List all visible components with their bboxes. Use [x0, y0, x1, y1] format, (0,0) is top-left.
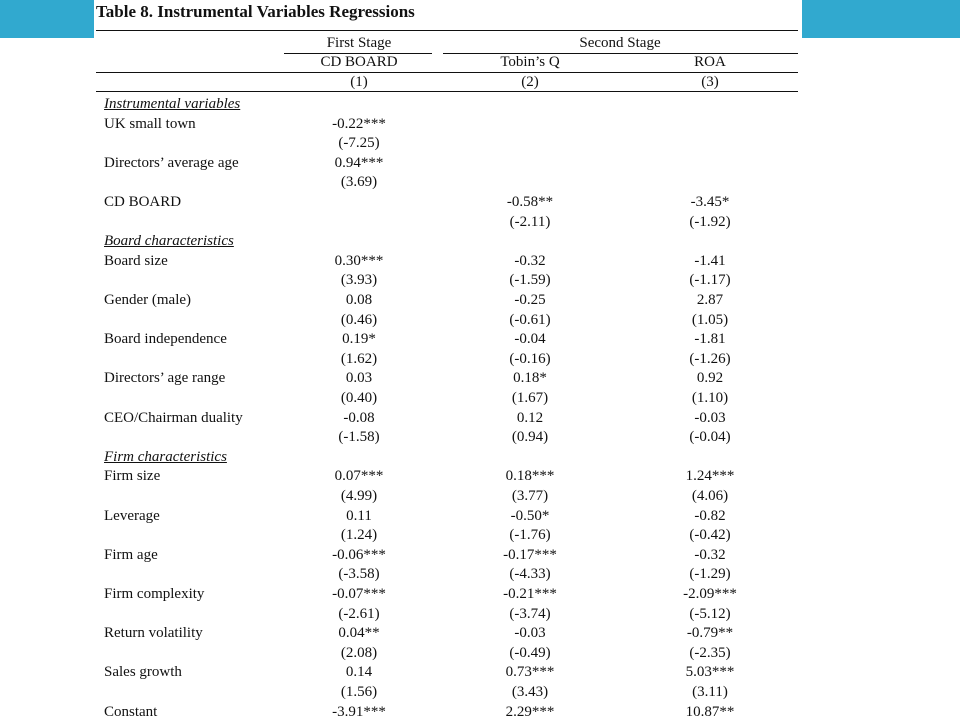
tstat-cell: (1.05) — [691, 311, 729, 328]
row-label: CEO/Chairman duality — [104, 409, 243, 426]
tstat-cell: (0.94) — [511, 429, 549, 446]
stage-header-first: First Stage — [326, 35, 392, 51]
tstat-cell: (-0.61) — [509, 311, 551, 328]
coef-cell: 0.12 — [516, 409, 544, 426]
row-label: Firm complexity — [104, 586, 205, 602]
dependent-var-header: Tobin’s Q — [500, 54, 560, 70]
coef-cell: 0.30*** — [334, 252, 384, 269]
tstat-cell: (-1.59) — [509, 272, 551, 289]
tstat-cell: (-7.25) — [338, 135, 380, 152]
tstat-cell: (3.69) — [340, 174, 378, 191]
row-label: Firm size — [104, 468, 161, 485]
header-bottom-rule — [96, 91, 798, 92]
coef-cell: 0.04** — [338, 625, 380, 642]
tstat-cell: (1.67) — [511, 390, 549, 406]
row-label: Directors’ age range — [104, 370, 226, 387]
table-title: Table 8. Instrumental Variables Regressions — [96, 2, 415, 21]
row-label: CD BOARD — [104, 194, 182, 210]
stage-header-second: Second Stage — [579, 35, 661, 51]
row-label: Sales growth — [104, 664, 182, 681]
coef-cell: -0.22*** — [332, 115, 386, 132]
coef-cell: -0.25 — [514, 292, 546, 308]
row-label: UK small town — [104, 115, 196, 132]
coef-cell: -0.07*** — [332, 586, 386, 602]
tstat-cell: (-2.11) — [509, 213, 551, 230]
tstat-cell: (3.77) — [511, 488, 549, 504]
coef-cell: -0.04 — [514, 331, 546, 348]
coef-cell: -0.17*** — [503, 546, 557, 563]
tstat-cell: (1.24) — [340, 527, 378, 544]
coef-cell: 0.08 — [345, 292, 373, 308]
section-title: Firm characteristics — [104, 448, 227, 465]
tstat-cell: (0.46) — [340, 311, 378, 328]
coef-cell: 0.11 — [346, 507, 372, 524]
coef-cell: -1.81 — [694, 331, 726, 348]
tstat-cell: (-4.33) — [509, 566, 551, 583]
coef-cell: -0.58** — [506, 194, 554, 210]
row-label: Leverage — [104, 507, 160, 524]
dependent-var-header: CD BOARD — [320, 54, 398, 70]
coef-cell: 0.07*** — [334, 468, 384, 485]
tstat-cell: (-5.12) — [689, 605, 731, 622]
tstat-cell: (-2.35) — [689, 644, 731, 661]
tstat-cell: (4.99) — [340, 488, 378, 504]
tstat-cell: (-1.17) — [689, 272, 731, 289]
coef-cell: 0.92 — [696, 370, 724, 387]
coef-cell: -0.50* — [510, 507, 550, 524]
coef-cell: -0.21*** — [503, 586, 557, 602]
coef-cell: -0.79** — [686, 625, 734, 642]
coef-cell: -0.06*** — [332, 546, 386, 563]
tstat-cell: (-0.04) — [689, 429, 731, 446]
tstat-cell: (-0.49) — [509, 644, 551, 661]
accent-bar-left — [0, 0, 94, 38]
tstat-cell: (-1.92) — [689, 213, 731, 230]
tstat-cell: (0.40) — [340, 390, 378, 406]
coef-cell: -1.41 — [694, 252, 726, 269]
coef-cell: 2.87 — [696, 292, 724, 308]
accent-bar-right — [802, 0, 960, 38]
coef-cell: -0.03 — [514, 625, 546, 642]
column-number: (2) — [521, 74, 539, 90]
tstat-cell: (3.11) — [692, 684, 728, 700]
coef-cell: -0.82 — [694, 507, 726, 524]
coef-cell: 10.87** — [685, 703, 735, 720]
tstat-cell: (1.56) — [340, 684, 378, 700]
coef-cell: 0.18*** — [505, 468, 555, 485]
row-label: Board independence — [104, 331, 227, 348]
coef-cell: -0.32 — [514, 252, 546, 269]
tstat-cell: (-0.16) — [509, 350, 551, 367]
row-label: Gender (male) — [104, 292, 192, 308]
tstat-cell: (3.93) — [340, 272, 378, 289]
coef-cell: -0.32 — [694, 546, 726, 563]
second-stage-rule — [443, 53, 798, 54]
row-label: Constant — [104, 703, 158, 720]
dependent-var-header: ROA — [694, 54, 726, 70]
column-number: (3) — [701, 74, 719, 90]
coef-cell: -3.45* — [690, 194, 730, 210]
coef-cell: 0.94*** — [334, 154, 384, 171]
tstat-cell: (-1.58) — [338, 429, 380, 446]
tstat-cell: (-2.61) — [338, 605, 380, 622]
tstat-cell: (1.62) — [340, 350, 378, 367]
tstat-cell: (-3.74) — [509, 605, 551, 622]
coef-cell: 0.03 — [345, 370, 373, 387]
coef-cell: -0.08 — [343, 409, 375, 426]
coef-cell: -2.09*** — [683, 586, 737, 602]
tstat-cell: (-1.76) — [509, 527, 551, 544]
section-title: Instrumental variables — [104, 96, 241, 112]
tstat-cell: (4.06) — [691, 488, 729, 504]
tstat-cell: (-3.58) — [338, 566, 380, 583]
row-label: Firm age — [104, 546, 158, 563]
tstat-cell: (1.10) — [691, 390, 729, 406]
top-rule — [96, 30, 798, 31]
row-label: Directors’ average age — [104, 154, 239, 171]
tstat-cell: (-1.26) — [689, 350, 731, 367]
tstat-cell: (-0.42) — [689, 527, 731, 544]
coef-cell: 0.19* — [342, 331, 376, 348]
coef-cell: 0.18* — [513, 370, 547, 387]
section-title: Board characteristics — [104, 233, 234, 250]
header-mid-rule — [96, 72, 798, 73]
coef-cell: 2.29*** — [505, 703, 555, 720]
row-label: Board size — [104, 252, 168, 269]
tstat-cell: (-1.29) — [689, 566, 731, 583]
coef-cell: 0.14 — [345, 664, 373, 681]
coef-cell: 1.24*** — [685, 468, 735, 485]
tstat-cell: (2.08) — [340, 644, 378, 661]
coef-cell: -0.03 — [694, 409, 726, 426]
tstat-cell: (3.43) — [511, 684, 549, 700]
row-label: Return volatility — [104, 625, 203, 642]
coef-cell: 0.73*** — [505, 664, 555, 681]
coef-cell: 5.03*** — [685, 664, 735, 681]
column-number: (1) — [350, 74, 368, 90]
coef-cell: -3.91*** — [332, 703, 386, 720]
